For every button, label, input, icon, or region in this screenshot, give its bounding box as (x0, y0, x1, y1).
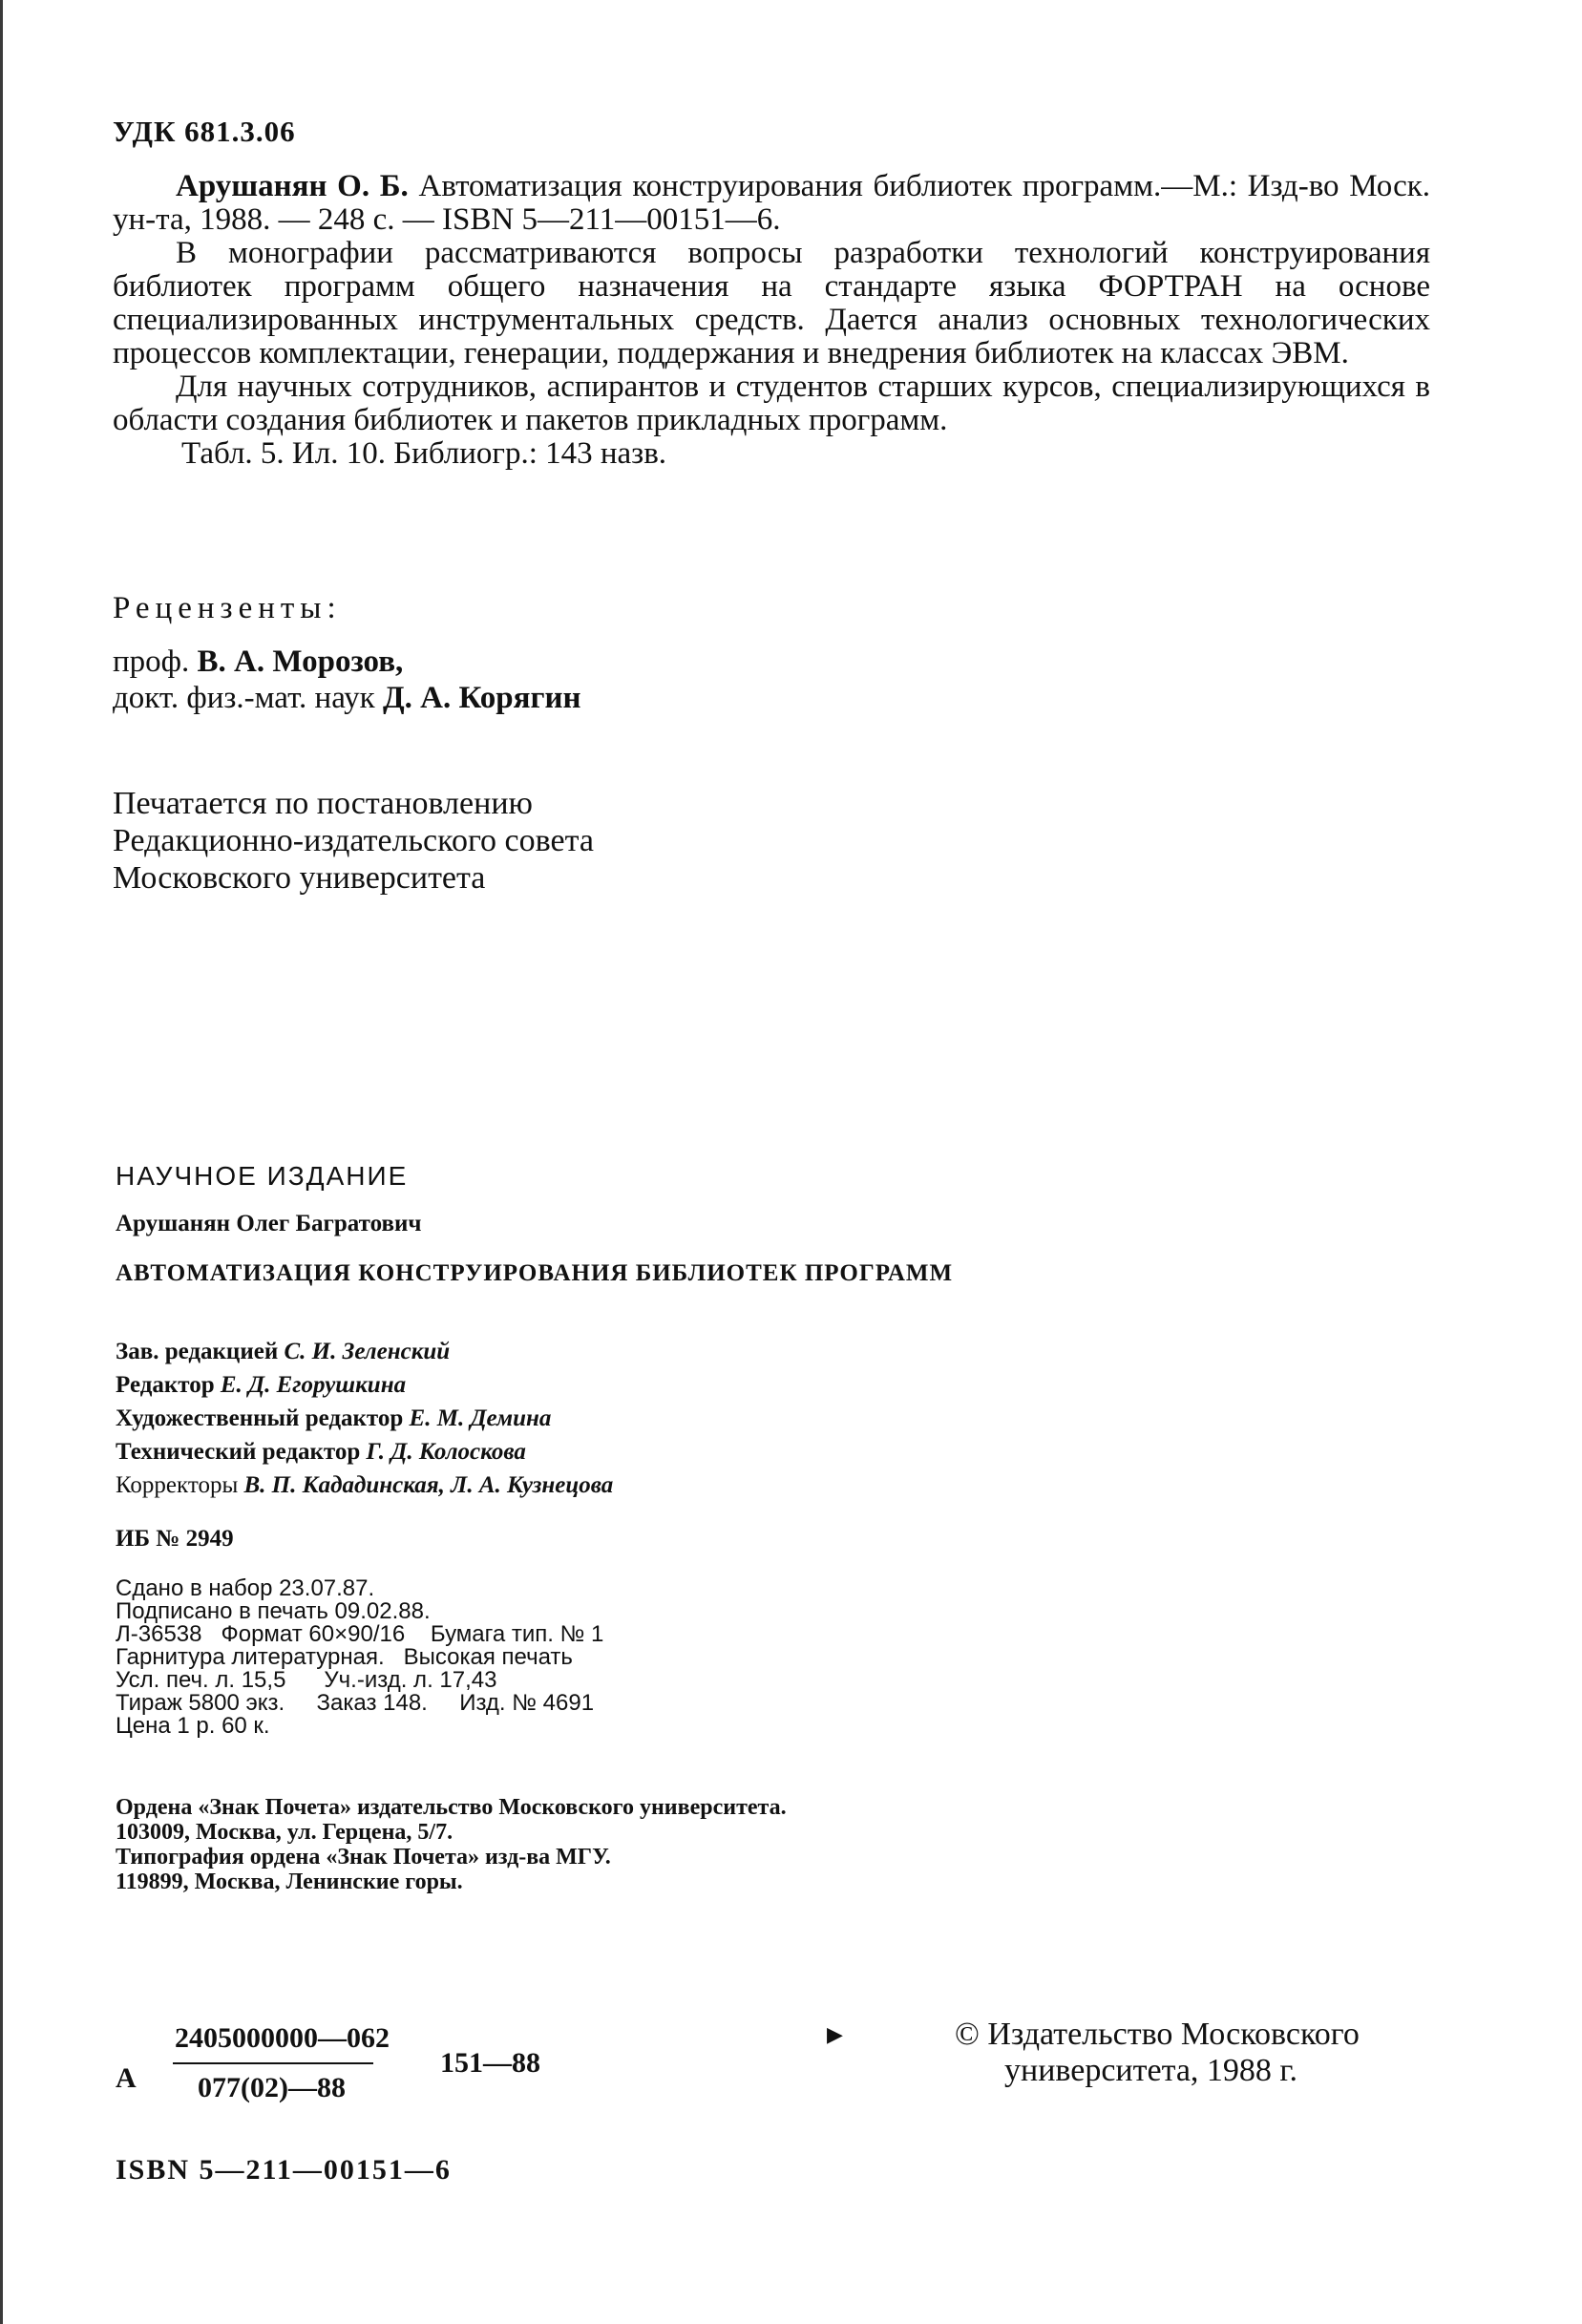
edition-label: НАУЧНОЕ ИЗДАНИЕ (116, 1161, 409, 1191)
staff-row (116, 1335, 613, 1368)
reviewer-1 (113, 644, 581, 680)
classification-code (116, 2015, 574, 2120)
edition-author: Арушанян Олег Багратович (116, 1211, 422, 1236)
spec-line: Гарнитура литературная. Высокая печать (116, 1644, 573, 1670)
spec-line: Усл. печ. л. 15,5 Уч.-изд. л. 17,43 (116, 1667, 497, 1693)
staff-person: Е. Д. Егорушкина (220, 1372, 407, 1398)
print-specs (116, 1577, 603, 1738)
reviewer-1-prefix: проф. (113, 644, 190, 679)
edition-title: АВТОМАТИЗАЦИЯ КОНСТРУИРОВАНИЯ БИБЛИОТЕК ПРОГРАММ (116, 1260, 954, 1286)
publisher-info (116, 1795, 787, 1894)
reviewers-title: Рецензенты: (113, 591, 342, 625)
citation-author: Арушанян О. Б. (176, 169, 409, 203)
editorial-staff (116, 1335, 613, 1502)
copyright-notice (955, 2017, 1360, 2089)
scan-edge (0, 0, 3, 2324)
publisher-line: Типография ордена «Знак Почета» изд-ва МГУ. (116, 1845, 611, 1870)
reviewer-2-prefix: докт. физ.-мат. наук (113, 681, 375, 715)
staff-person: Г. Д. Колоскова (366, 1439, 526, 1465)
staff-person: В. П. Кададинская, Л. А. Кузнецова (243, 1472, 614, 1498)
udk-code: УДК 681.3.06 (113, 115, 296, 148)
publisher-line: 119899, Москва, Ленинские горы. (116, 1870, 463, 1894)
staff-role: Редактор (116, 1372, 215, 1398)
staff-person: С. И. Зеленский (284, 1339, 451, 1364)
audience-paragraph: Для научных сотрудников, аспирантов и студентов старших курсов, специализирующихся в области создания библиотек и пакетов прикладных программ. (113, 370, 1430, 437)
publisher-line: Ордена «Знак Почета» издательство Московского университета. (116, 1795, 787, 1820)
copyright-line-1 (955, 2017, 1360, 2053)
spec-line: Подписано в печать 09.02.88. (116, 1598, 431, 1624)
staff-role: Корректоры (116, 1472, 239, 1498)
publisher-line: 103009, Москва, ул. Герцена, 5/7. (116, 1820, 454, 1845)
approval-line-2: Редакционно-издательского совета (113, 823, 594, 858)
classification-numerator: 2405000000—062 (175, 2022, 390, 2054)
spec-line: Тираж 5800 экз. Заказ 148. Изд. № 4691 (116, 1690, 595, 1716)
spec-line: Сдано в набор 23.07.87. (116, 1575, 375, 1601)
reviewer-2 (113, 680, 581, 716)
publication-approval (113, 785, 594, 897)
copyright-symbol: © (955, 2017, 980, 2052)
summary-paragraph: В монографии рассматриваются вопросы разработки технологий конструирования библиотек программ общего назначения на стандарте языка ФОРТРАН на основе специализированных инструментальных средств. Дается анализ основных технологических процессов комплектации, генерации, поддержания и внедрения библиотек на классах ЭВМ. (113, 236, 1430, 370)
ib-number: ИБ № 2949 (116, 1526, 234, 1552)
abstract-block (113, 170, 1430, 471)
copyright-line-2: университета, 1988 г. (1004, 2053, 1298, 2088)
triangle-marker-icon: ▶ (827, 2022, 843, 2046)
reviewer-1-name: В. А. Морозов, (197, 644, 404, 679)
staff-row (116, 1435, 613, 1468)
citation-text: Автоматизация конструирования библиотек программ.—М.: Изд-во Моск. ун-та, 1988. — 248 с. — ISBN 5—211—00151—6. (113, 169, 1430, 237)
staff-person: Е. М. Демина (409, 1405, 552, 1431)
spec-line: Цена 1 р. 60 к. (116, 1713, 270, 1739)
staff-row (116, 1368, 613, 1402)
classification-suffix: 151—88 (440, 2047, 540, 2079)
spec-line: Л-36538 Формат 60×90/16 Бумага тип. № 1 (116, 1621, 604, 1647)
staff-role: Зав. редакцией (116, 1339, 279, 1364)
isbn: ISBN 5—211—00151—6 (116, 2154, 452, 2186)
staff-role: Художественный редактор (116, 1405, 404, 1431)
copyright-text-1: Издательство Московского (987, 2017, 1360, 2052)
reviewers-block (113, 590, 581, 716)
staff-row (116, 1402, 613, 1435)
classification-denominator: 077(02)—88 (198, 2072, 346, 2103)
reviewer-2-name: Д. А. Корягин (382, 681, 581, 715)
citation-paragraph (113, 170, 1430, 237)
fraction-line (173, 2062, 373, 2064)
staff-role: Технический редактор (116, 1439, 361, 1465)
approval-line-3: Московского университета (113, 860, 486, 896)
approval-line-1: Печатается по постановлению (113, 786, 533, 821)
stats-line: Табл. 5. Ил. 10. Библиогр.: 143 назв. (181, 436, 667, 471)
classification-letter: А (116, 2062, 137, 2094)
staff-row (116, 1468, 613, 1502)
